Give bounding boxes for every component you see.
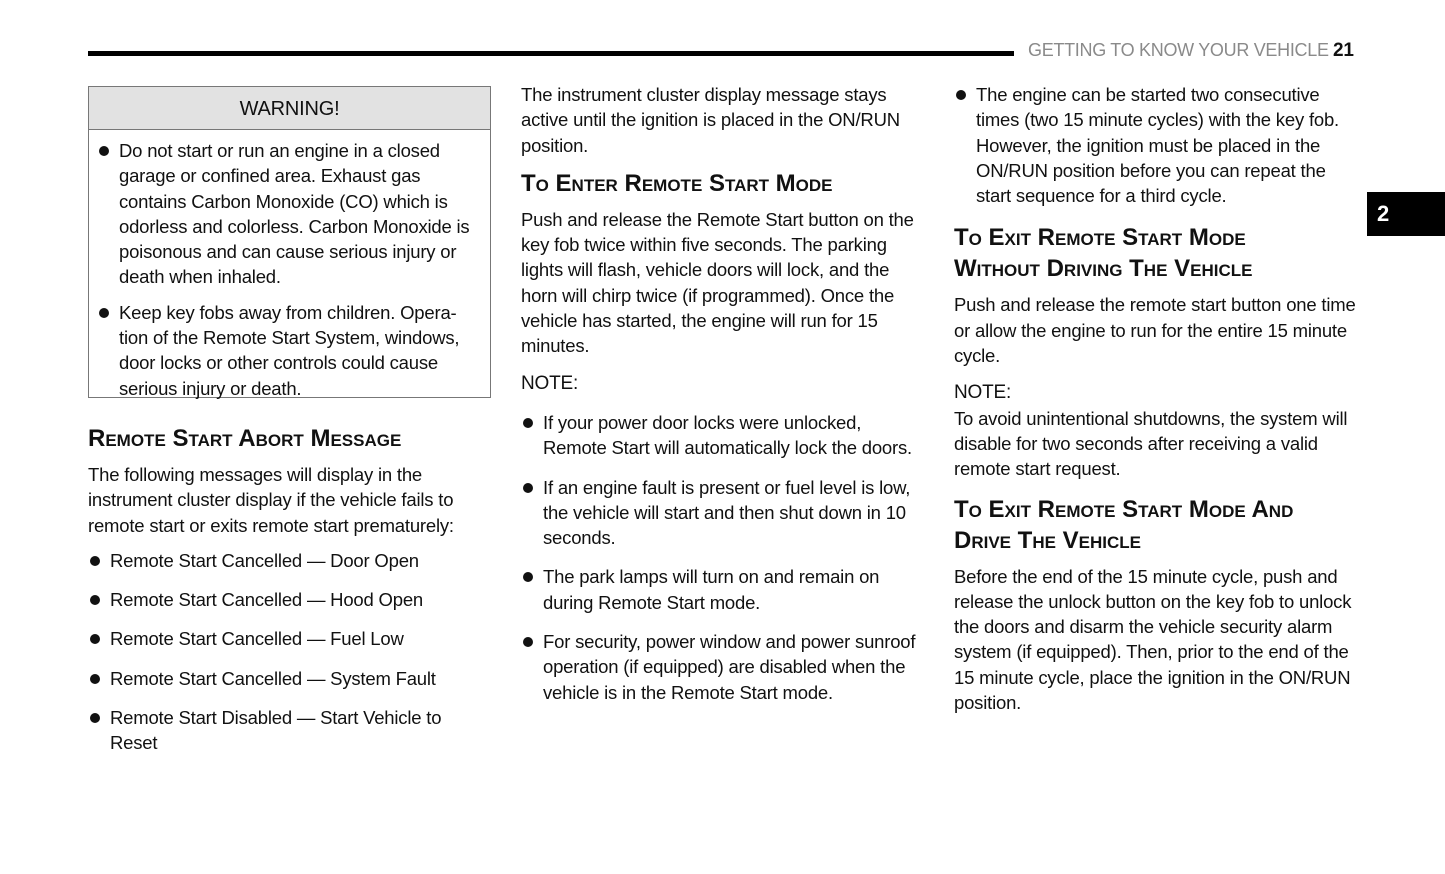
paragraph: Push and release the remote start button one time or allow the engine to run for the entire 15 minute cycle. xyxy=(954,294,1356,367)
header-rule xyxy=(88,51,1014,56)
list-item: Remote Start Cancelled — System Fault xyxy=(88,666,492,691)
chapter-tab: 2 xyxy=(1367,192,1445,236)
section-heading: Remote Start Abort Message xyxy=(88,425,402,452)
section-heading xyxy=(954,494,1356,556)
warning-list xyxy=(89,130,490,401)
list-item: The engine can be started two consecutive times (two 15 minute cycles) with the key fob. However, the ignition must be placed in the ON/RUN position before you can repeat the start sequence for a third cycle. xyxy=(954,82,1356,208)
section-heading: To Enter Remote Start Mode xyxy=(521,169,833,197)
abort-section xyxy=(88,423,492,770)
heading-line: Without Driving The Vehicle xyxy=(954,255,1253,283)
list-item: If an engine fault is present or fuel level is low, the vehicle will start and then shut down in 10 seconds. xyxy=(521,475,925,551)
message-list xyxy=(88,548,492,756)
list-item: Remote Start Disabled — Start Vehicle to Reset xyxy=(88,705,492,756)
warning-title: WARNING! xyxy=(89,87,490,130)
heading-line: To Exit Remote Start Mode xyxy=(954,224,1246,252)
list-item: For security, power window and power sunroof operation (if equipped) are disabled when the vehicle is in the Remote Start mode. xyxy=(521,629,925,705)
paragraph: Before the end of the 15 minute cycle, push and release the unlock button on the key fob to unlock the doors and disarm the vehicle security alarm system (if equipped). Then, prior to the end of the 15 minute cycle, place the ignition in the ON/RUN position. xyxy=(954,565,1352,714)
list-item: If your power door locks were unlocked, Remote Start will automatically lock the doors. xyxy=(521,410,925,461)
middle-column xyxy=(521,82,925,719)
heading-line: To Exit Remote Start Mode And xyxy=(954,495,1294,523)
list-item: The park lamps will turn on and remain on during Remote Start mode. xyxy=(521,564,925,615)
list-item: Remote Start Cancelled — Door Open xyxy=(88,548,492,573)
right-column xyxy=(954,82,1356,715)
list-item: Remote Start Cancelled — Hood Open xyxy=(88,587,492,612)
list-item: Keep key fobs away from children. Opera-tion of the Remote Start System, windows, door locks or other controls could cause serious injury or death. xyxy=(97,300,482,401)
heading-line: Drive The Vehicle xyxy=(954,526,1141,554)
page-number: 21 xyxy=(1333,40,1354,61)
section-title: GETTING TO KNOW YOUR VEHICLE xyxy=(1028,40,1329,60)
note-label: NOTE: xyxy=(954,382,1012,404)
paragraph: The following messages will display in the instrument cluster display if the vehicle fails to remote start or exits remote start prematurely: xyxy=(88,464,454,536)
section-heading xyxy=(954,222,1356,284)
note-list xyxy=(521,410,925,705)
list-item: Remote Start Cancelled — Fuel Low xyxy=(88,626,492,651)
list-item: Do not start or run an engine in a closed garage or confined area. Exhaust gas contains Carbon Monoxide (CO) which is odorless and colorless. Carbon Monoxide is poisonous and can cause serious injury or death when inhaled. xyxy=(97,138,482,290)
paragraph: The instrument cluster display message stays active until the ignition is placed in the ON/RUN position. xyxy=(521,84,900,156)
note-label: NOTE: xyxy=(521,372,579,394)
note-text: To avoid unintentional shutdowns, the system will disable for two seconds after receiving a valid remote start request. xyxy=(954,407,1348,480)
paragraph: Push and release the Remote Start button on the key fob twice within five seconds. The parking lights will flash, vehicle doors will lock, and the horn will chirp twice (if programmed). Once the vehicle has started, the engine will run for 15 minutes. xyxy=(521,208,914,357)
warning-box xyxy=(88,86,491,398)
bullet-list xyxy=(954,82,1356,208)
